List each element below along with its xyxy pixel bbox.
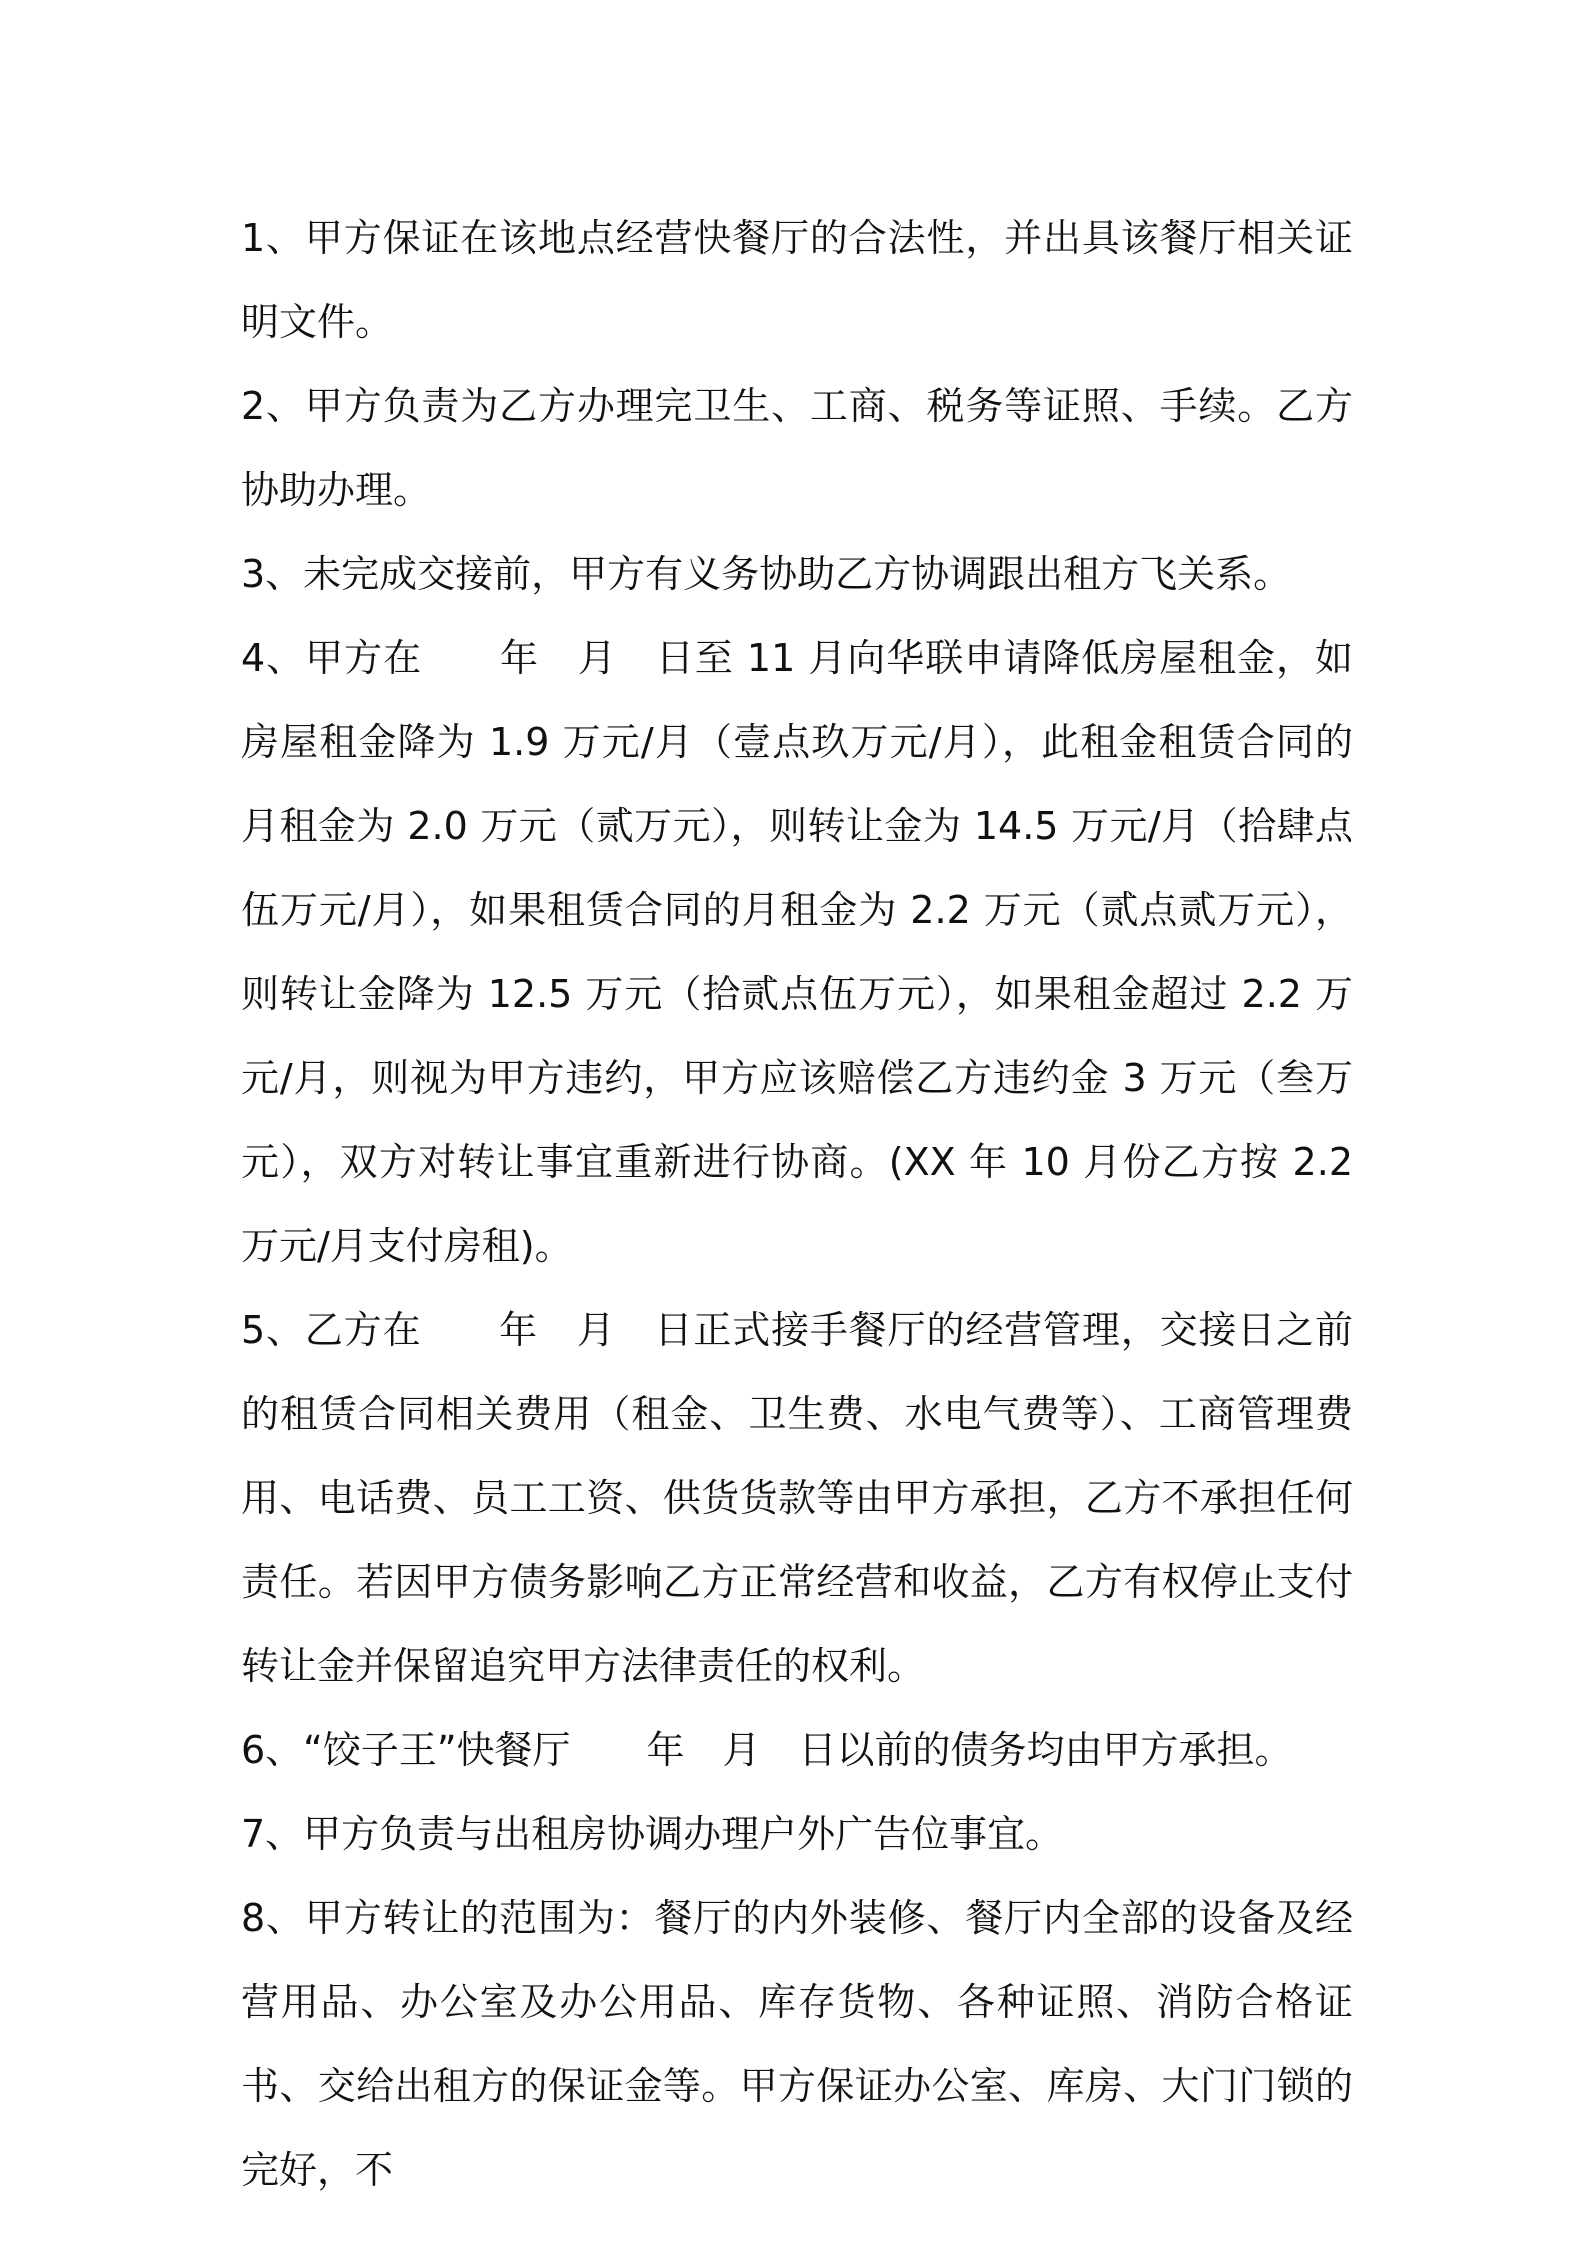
clause-2: 2、甲方负责为乙方办理完卫生、工商、税务等证照、手续。乙方协助办理。 (241, 384, 1353, 512)
clause-5: 5、乙方在 年 月 日正式接手餐厅的经营管理，交接日之前的租赁合同相关费用（租金、卫生费、水电气费等）、工商管理费用、电话费、员工工资、供货货款等由甲方承担，乙方不承担任何责任。若因甲方债务影响乙方正常经营和收益，乙方有权停止支付转让金并保留追究甲方法律责任的权利。 (241, 1308, 1353, 1688)
clause-1: 1、甲方保证在该地点经营快餐厅的合法性，并出具该餐厅相关证明文件。 (241, 216, 1353, 344)
clause-4: 4、甲方在 年 月 日至 11 月向华联申请降低房屋租金，如房屋租金降为 1.9 万元/月（壹点玖万元/月），此租金租赁合同的月租金为 2.0 万元（贰万元），则转让金为 14.5 万元/月（拾肆点伍万元/月），如果租赁合同的月租金为 2.2 万元（贰点贰万元），则转让金降为 12.5 万元（拾贰点伍万元），如果租金超过 2.2 万元/月，则视为甲方违约，甲方应该赔偿乙方违约金 3 万元（叁万元），双方对转让事宜重新进行协商。(XX 年 10 月份乙方按 2.2 万元/月支付房租)。 (241, 636, 1353, 1268)
clause-8: 8、甲方转让的范围为：餐厅的内外装修、餐厅内全部的设备及经营用品、办公室及办公用品、库存货物、各种证照、消防合格证书、交给出租方的保证金等。甲方保证办公室、库房、大门门锁的完好，不 (241, 1896, 1353, 2192)
document-page (241, 196, 1353, 2212)
clause-7: 7、甲方负责与出租房协调办理户外广告位事宜。 (241, 1812, 1064, 1856)
clause-3: 3、未完成交接前，甲方有义务协助乙方协调跟出租方飞关系。 (241, 552, 1292, 596)
clause-6: 6、“饺子王”快餐厅 年 月 日以前的债务均由甲方承担。 (241, 1728, 1293, 1772)
